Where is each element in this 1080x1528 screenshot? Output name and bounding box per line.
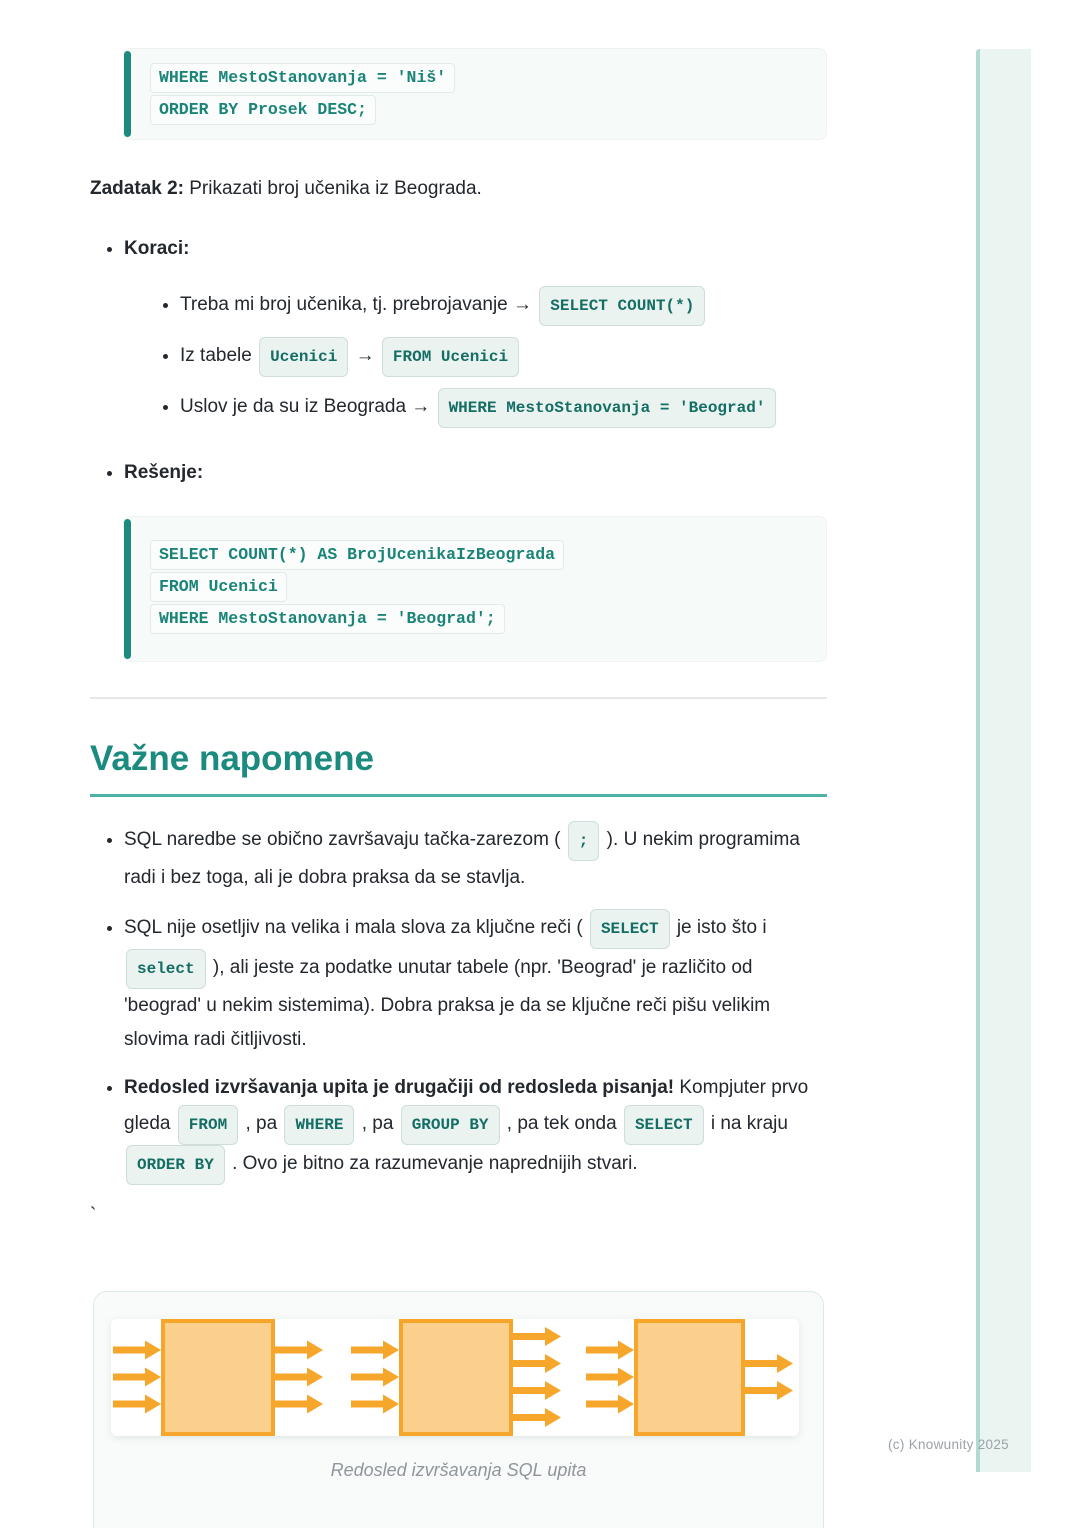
- figure-card: [93, 1291, 824, 1528]
- text-segment: Uslov je da su iz Beograda →: [180, 396, 436, 417]
- task-2-label: Zadatak 2:: [90, 178, 184, 199]
- text-segment: , pa: [240, 1113, 283, 1134]
- flow-arrow-icon: [586, 1395, 634, 1414]
- text-segment: Kompjuter prvo gleda: [124, 1077, 809, 1134]
- code-line: [150, 94, 808, 126]
- text-segment: , pa: [356, 1113, 399, 1134]
- inline-code-chip: GROUP BY: [401, 1105, 500, 1145]
- inline-code-chip: WHERE MestoStanovanja = 'Beograd': [438, 388, 777, 428]
- flow-arrow-icon: [113, 1368, 161, 1387]
- resenje-item: [124, 458, 827, 488]
- text-segment: →: [350, 345, 380, 366]
- code-block-accent-bar: [124, 51, 131, 137]
- code-line-text: ORDER BY Prosek DESC;: [150, 95, 376, 125]
- flow-arrow-icon: [275, 1368, 323, 1387]
- flow-arrow-icon: [351, 1341, 399, 1360]
- inline-code-chip: WHERE: [284, 1105, 354, 1145]
- code-block-partial: [123, 48, 827, 140]
- flow-arrow-icon: [513, 1327, 561, 1346]
- code-line-text: WHERE MestoStanovanja = 'Niš': [150, 63, 455, 93]
- flow-arrow-icon: [275, 1341, 323, 1360]
- task-2-outline: [90, 234, 827, 488]
- flow-arrow-icon: [113, 1395, 161, 1414]
- code-block-solution: [123, 516, 827, 662]
- flow-arrow-icon: [351, 1395, 399, 1414]
- flow-arrow-icon: [745, 1354, 793, 1373]
- flow-arrow-icon: [586, 1341, 634, 1360]
- code-line: [150, 603, 808, 635]
- text-segment: , pa tek onda: [501, 1113, 622, 1134]
- resenje-title: Rešenje:: [124, 462, 204, 483]
- figure-caption: Redosled izvršavanja SQL upita: [330, 1460, 587, 1480]
- text-segment: Iz tabele: [180, 345, 258, 366]
- code-block-accent-bar: [124, 519, 131, 659]
- task-2-paragraph: [90, 174, 827, 204]
- inline-code-chip: SELECT: [624, 1105, 704, 1145]
- inline-code-chip: ORDER BY: [126, 1145, 225, 1185]
- sql-execution-diagram: [111, 1319, 799, 1436]
- list-item: [124, 821, 827, 895]
- text-segment: SQL naredbe se obično završavaju tačka-zarezom (: [124, 829, 566, 850]
- text-segment: i na kraju: [705, 1113, 788, 1134]
- sql-execution-diagram-svg: [111, 1319, 799, 1436]
- text-segment: . Ovo je bitno za razumevanje naprednijih stvari.: [226, 1153, 638, 1174]
- process-box: [401, 1321, 511, 1434]
- code-line: [150, 62, 808, 94]
- flow-arrow-icon: [275, 1395, 323, 1414]
- page-content: [90, 0, 827, 1528]
- flow-arrow-icon: [513, 1354, 561, 1373]
- inline-code-chip: SELECT: [590, 909, 670, 949]
- code-line-text: FROM Ucenici: [150, 572, 287, 602]
- process-box: [636, 1321, 743, 1434]
- page-side-strip: [976, 49, 1031, 1472]
- koraci-item: [124, 234, 827, 428]
- koraci-steps-list: [124, 286, 827, 428]
- flow-arrow-icon: [113, 1341, 161, 1360]
- flow-arrow-icon: [351, 1368, 399, 1387]
- inline-code-chip: ;: [568, 821, 600, 861]
- flow-arrow-icon: [513, 1408, 561, 1427]
- list-item: [180, 286, 827, 326]
- list-item: [124, 909, 827, 1057]
- section-divider: [90, 697, 827, 699]
- flow-arrow-icon: [745, 1381, 793, 1400]
- code-line-text: WHERE MestoStanovanja = 'Beograd';: [150, 604, 505, 634]
- text-segment: ). U nekim programima radi i bez toga, ali je dobra praksa da se stavlja.: [124, 829, 800, 888]
- inline-code-chip: FROM Ucenici: [382, 337, 519, 377]
- notes-list: [90, 821, 827, 1185]
- stray-backtick: `: [90, 1205, 97, 1226]
- code-lines: [150, 62, 808, 126]
- flow-arrow-icon: [586, 1368, 634, 1387]
- list-item: [124, 1071, 827, 1185]
- process-box: [163, 1321, 273, 1434]
- list-item: [180, 337, 827, 377]
- code-line: [150, 539, 808, 571]
- text-segment: SQL nije osetljiv na velika i mala slova za ključne reči (: [124, 917, 588, 938]
- inline-code-chip: select: [126, 949, 206, 989]
- inline-code-chip: FROM: [178, 1105, 238, 1145]
- text-segment: je isto što i: [671, 917, 767, 938]
- section-heading: Važne napomene: [90, 739, 827, 797]
- koraci-title: Koraci:: [124, 238, 190, 259]
- copyright-footer: (c) Knowunity 2025: [888, 1437, 1009, 1452]
- inline-code-chip: Ucenici: [259, 337, 348, 377]
- task-2-text: Prikazati broj učenika iz Beograda.: [183, 178, 482, 199]
- list-item: [180, 388, 827, 428]
- code-line-text: SELECT COUNT(*) AS BrojUcenikaIzBeograda: [150, 540, 564, 570]
- text-segment: ), ali jeste za podatke unutar tabele (npr. 'Beograd' je različito od 'beograd' u nekim sistemima). Dobra praksa je da se ključne reči pišu velikim slovima radi čitljivosti.: [124, 957, 771, 1050]
- inline-code-chip: SELECT COUNT(*): [539, 286, 705, 326]
- text-segment: Treba mi broj učenika, tj. prebrojavanje →: [180, 294, 538, 315]
- code-lines: [150, 539, 808, 635]
- flow-arrow-icon: [513, 1381, 561, 1400]
- text-segment: Redosled izvršavanja upita je drugačiji od redosleda pisanja!: [124, 1077, 675, 1098]
- code-line: [150, 571, 808, 603]
